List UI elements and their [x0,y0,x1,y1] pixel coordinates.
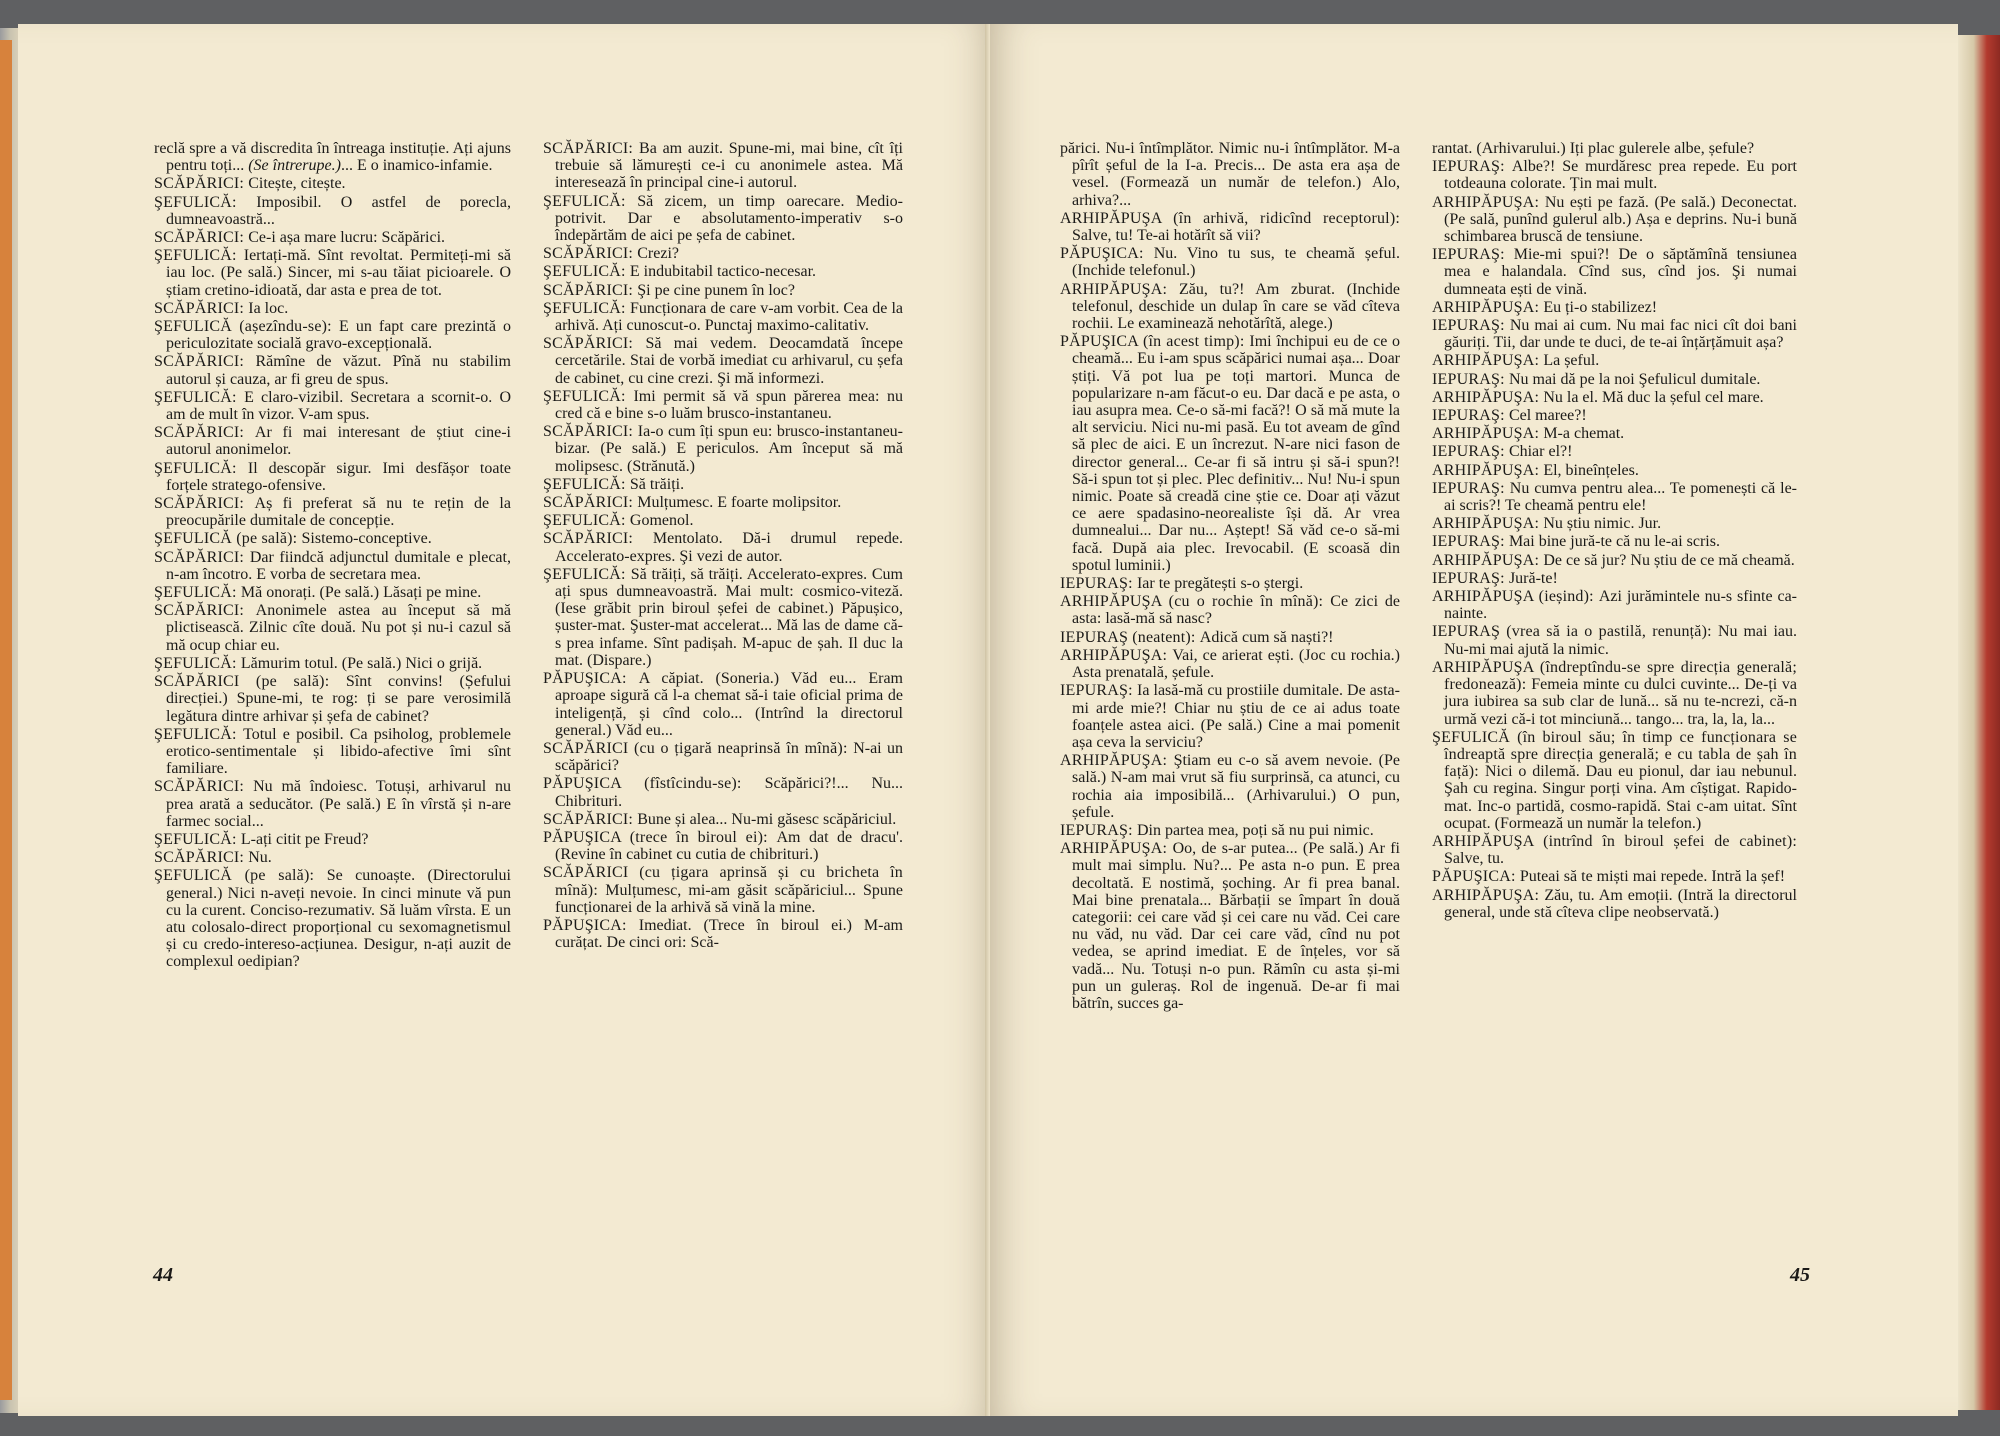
speaker-name: IEPURAŞ: [1432,479,1510,497]
dialogue-line [1060,245,1400,279]
line-text: Ia loc. [248,299,289,317]
speaker-name: IEPURAŞ: [1432,158,1512,176]
dialogue-line [1432,570,1797,587]
line-text: Ia lasă-mă cu prostiile dumitale. De asta-mi arde mie?! Chiar nu știu de ce ai adus toate foanțele astea aici. (Pe sală.) Cine a mai pomenit așa ceva la serviciu? [1072,682,1400,751]
line-text: E indubitabil tactico-necesar. [629,263,817,281]
dialogue-line [1060,822,1400,839]
speaker-name: SCĂPĂRICI: [543,810,638,828]
dialogue-line [1060,575,1400,592]
dialogue-line [543,388,903,422]
speaker-name: PĂPUŞICA (fîstîcindu-se): [543,775,765,793]
dialogue-line [154,353,511,387]
dialogue-line [543,494,903,511]
dialogue-line [1060,140,1400,209]
speaker-name: PĂPUŞICA (trece în biroul ei): [543,828,777,846]
dialogue-line [543,335,903,387]
line-text: Imediat. (Trece în biroul ei.) M-am curățat. De cinci ori: Scă- [555,916,903,952]
speaker-name: SCĂPĂRICI: [154,495,255,513]
line-text: Funcționara de care v-am vorbit. Cea de la arhivă. Ați cunoscut-o. Punctaj maximo-calitativ. [555,299,903,335]
dialogue-line [154,602,511,654]
line-text: Nu mai iau. Nu-mi mai ajută la nimic. [1444,623,1797,658]
dialogue-line [154,389,511,423]
line-text: Nu mai dă pe la noi Şefulicul dumitale. [1508,370,1761,388]
speaker-name: PĂPUŞICA (în acest timp): [1060,333,1250,351]
dialogue-line [1060,752,1400,821]
dialogue-line [543,775,903,809]
line-text: Nu. Vino tu sus, te cheamă șeful. (Inchide telefonul.) [1072,245,1400,280]
dialogue-line [543,282,903,299]
speaker-name: SCĂPĂRICI: [154,849,249,867]
line-text: Albe?! Se murdăresc prea repede. Eu port totdeauna colorate. Țin mai mult. [1444,158,1797,193]
speaker-name: IEPURAŞ: [1432,370,1509,388]
dialogue-line [154,655,511,672]
line-text: Mă onorați. (Pe sală.) Lăsați pe mine. [240,584,482,602]
line-text: Nu cumva pentru alea... Te pomenești că le-ai scris?! Te cheamă pentru ele! [1444,479,1797,515]
dialogue-line [1432,833,1797,867]
dialogue-line [154,831,511,848]
dialogue-line [154,229,511,246]
dialogue-line [154,175,511,192]
line-text: Nu mai ai cum. Nu mai fac nici cît doi bani găuriți. Tii, dar unde te duci, de te-ai înțărțămuit așa? [1444,317,1797,352]
page-44-column-2 [543,140,903,952]
line-text: Adică cum să naști?! [1199,628,1334,646]
speaker-name: SCĂPĂRICI: [543,281,638,299]
speaker-name: IEPURAŞ: [1060,682,1137,700]
right-book-edge [1956,35,2000,1410]
line-text: Femeia minte cu dulci cuvinte... De-ți va jura iubirea sa sub clar de lună... să nu te-ncrezi, că-n urmă vezi că-i tot minciună... tango... tra, la, la, la... [1444,676,1797,728]
line-text: Nu mă îndoiesc. Totuși, arhivarul nu prea arată a seducător. (Pe sală.) E în vîrstă și n-are farmec social... [166,778,511,830]
line-text: Anonimele astea au început să mă plictisească. Zilnic cîte două. Nu pot și nu-i cazul să mă ocup chiar eu. [166,602,511,654]
speaker-name: ARHIPĂPUŞA: [1060,646,1173,664]
line-text: Oo, de s-ar putea... (Pe sală.) Ar fi mult mai simplu. Nu?... Pe asta n-o pun. E prea decoltată. E nostimă, șoching. Ar fi prea banal. Mai bine prenatala... Bărbații se împart în două categorii: cei care văd și cei care nu văd. Cei care nu văd, nu văd. Dar cei care văd, cînd nu pot vedea, se aprind imediat. E de înțeles, vor să vadă... Nu. Totuși n-o pun. Rămîn cu asta și-mi pun un guleraș. Rol de ingenuă. De-ar fi mai bătrîn, succes ga- [1072,840,1400,1012]
speaker-name: IEPURAŞ: [1060,821,1137,839]
speaker-name: ŞEFULICĂ: [543,263,630,281]
speaker-name: ARHIPĂPUŞA: [1432,551,1544,569]
dialogue-line [1432,299,1797,316]
line-text: Iar te pregătești s-o ștergi. [1136,575,1304,593]
speaker-name: SCĂPĂRICI: [154,424,255,442]
speaker-name: ŞEFULICĂ: [154,830,241,848]
dialogue-line [1432,729,1797,832]
speaker-name: SCĂPĂRICI: [543,494,638,512]
speaker-name: SCĂPĂRICI: [543,335,646,353]
speaker-name: ŞEFULICĂ: [154,654,241,672]
dialogue-line [543,917,903,951]
dialogue-line [543,530,903,564]
line-text: Să trăiți, să trăiți. Accelerato-expres. Cum ați spus dumneavoastră. Mai mult: cosmico-viteză. (Iese grăbit prin biroul șefei de cabinet.) Păpușico, șuster-mat. Şuster-mat accelerat... Mă las de dame că-s prea infame. Sînt padișah. M-apuc de șah. Il duc la mat. (Dispare.) [555,565,903,669]
line-text: Ştiam eu c-o să avem nevoie. (Pe sală.) N-am mai vrut să fiu surprinsă, ca atunci, cu rochia aia imposibilă... (Arhivarului.) O pun, șefule. [1072,752,1400,821]
line-text: L-ați citit pe Freud? [240,830,369,848]
dialogue-line [543,140,903,192]
dialogue-line [543,476,903,493]
speaker-name: PĂPUŞICA: [1432,868,1520,886]
line-text: Mai bine jură-te că nu le-ai scris. [1508,533,1720,551]
dialogue-line [1432,533,1797,550]
dialogue-line [1432,194,1797,246]
speaker-name: PĂPUŞICA: [543,670,639,688]
line-text: Salve, tu! Te-ai hotărît să vii? [1072,227,1261,245]
dialogue-line [1432,407,1797,424]
line-text: Nu la el. Mă duc la șeful cel mare. [1543,388,1764,406]
speaker-name: PĂPUŞICA: [1060,245,1154,263]
speaker-name: ŞEFULICĂ (în biroul său; în timp ce funcționara se îndreaptă spre direcția generală; e cu tabla de șah în față): [1432,728,1797,781]
dialogue-line [1060,840,1400,1012]
line-text: Imi permit să vă spun părerea mea: nu cred că e bine s-o luăm brusco-instantaneu. [555,387,903,423]
line-text: Jură-te! [1508,569,1558,587]
speaker-name: ŞEFULICĂ: [543,299,630,317]
dialogue-line [1432,868,1797,885]
speaker-name: ŞEFULICĂ: [543,387,634,405]
speaker-name: ARHIPĂPUŞA (ieșind): [1432,588,1599,606]
line-text: Azi jurămintele nu-s sfinte ca-nainte. [1444,588,1797,623]
dialogue-line [1432,246,1797,298]
dialogue-line [1432,140,1797,157]
page-right [990,24,1958,1416]
dialogue-line [1432,552,1797,569]
speaker-name: IEPURAŞ (vrea să ia o pastilă, renunță): [1432,623,1718,641]
page-number-left: 44 [153,1264,173,1286]
page-44-column-1 [154,140,511,972]
line-text: Ba am auzit. Spune-mi, mai bine, cît îți trebuie să lămurești ce-i cu anonimele astea. Mă interesează în principal cine-i autorul. [555,140,903,192]
line-text: Mulțumesc. E foarte molipsitor. [637,494,842,512]
dialogue-line [1432,462,1797,479]
speaker-name: SCĂPĂRICI: [543,530,653,548]
speaker-name: IEPURAŞ: [1432,407,1509,425]
line-text: Rămîne de văzut. Pînă nu stabilim autorul și cauza, ar fi greu de spus. [166,353,511,388]
line-text: Salve, tu. [1444,850,1504,868]
dialogue-line [154,495,511,529]
dialogue-line [1432,887,1797,921]
dialogue-line [543,512,903,529]
dialogue-line [1060,647,1400,681]
line-text: Din partea mea, poți să nu pui nimic. [1136,821,1374,839]
line-text: Nu ești pe fază. (Pe sală.) Deconectat. (Pe sală, punînd gulerul alb.) Așa e deprins. Nu-i bună schimbarea bruscă de tensiune. [1444,193,1797,246]
dialogue-line [1060,281,1400,333]
line-text: Totul e posibil. Ca psiholog, problemele erotico-sentimentale și libido-afective îmi sînt familiare. [166,725,511,778]
dialogue-line [154,584,511,601]
speaker-name: IEPURAŞ: [1432,246,1514,264]
line-text: ... E o inamico-infamie. [340,157,493,175]
line-text: E un fapt care prezintă o periculozitate socială gravo-excepțională. [166,318,511,353]
speaker-name: ARHIPĂPUŞA (îndreptîndu-se spre direcția generală; fredonează): [1432,658,1797,694]
speaker-name: ARHIPĂPUŞA: [1060,752,1174,770]
line-text: Să zicem, un timp oarecare. Medio-potrivit. Dar e absolutamento-imperativ s-o îndepărtăm de aici pe șefa de cabinet. [555,192,903,245]
stage-direction: (Se întrerupe.) [248,157,341,175]
speaker-name: IEPURAŞ: [1432,533,1509,551]
speaker-name: SCĂPĂRICI: [154,353,256,371]
dialogue-line [154,460,511,494]
dialogue-line [1432,352,1797,369]
dialogue-line [154,247,511,299]
speaker-name: ŞEFULICĂ: [154,584,241,602]
line-text: Nu. [248,849,272,867]
line-text: A căpiat. (Soneria.) Văd eu... Eram aproape sigură că l-a chemat să-i taie oficial prima de inteligență, și cînd colo... (Intrînd la directorul general.) Văd eu... [555,670,903,739]
dialogue-line [154,300,511,317]
dialogue-line [1432,588,1797,622]
speaker-name: ŞEFULICĂ (pe sală): [154,867,327,885]
dialogue-line [154,673,511,725]
speaker-name: ARHIPĂPUŞA: [1432,193,1545,211]
line-text: De ce să jur? Nu știu de ce mă cheamă. [1543,551,1795,569]
speaker-name: SCĂPĂRICI: [543,245,638,263]
speaker-name: ARHIPĂPUŞA (în arhivă, ridicînd receptorul): [1060,209,1400,227]
dialogue-line [1060,682,1400,751]
speaker-name: ŞEFULICĂ (așezîndu-se): [154,318,340,336]
dialogue-line [154,778,511,830]
dialogue-line [1432,371,1797,388]
line-text: E claro-vizibil. Secretara a scornit-o. O am de mult în vizor. V-am spus. [166,388,512,424]
speaker-name: ARHIPĂPUŞA: [1432,461,1544,479]
line-text: Imi închipui eu de ce o cheamă... Eu i-am spus scăpărici numai așa... Doar știți. Vă pot lua pe toți martori. Munca de popularizare n-am făcut-o eu. Dar dacă e pe asta, o iau asupra mea. Ce-o să-mi facă?! O să mă mute la alt serviciu. Nici nu-mi pasă. Eu tot aveam de gînd să plec de aici. E un încrezut. N-are nici fason de director general... Ce-ar fi să intru și să-i spun?! Să-i spun tot și plec. Plec definitiv... Nu! Nu-i spun nimic. Poate să creadă cine știe ce. Doar ați văzut ce aere spadasino-neorealiste își dă. Ar vrea dumnealui... Dar nu... Aștept! Să văd ce-o să-mi facă. După aia plec. Irevocabil. (E scoasă din spotul luminii.) [1072,333,1401,574]
dialogue-line [543,566,903,669]
line-text: N-ai un scăpărici? [555,739,903,775]
speaker-name: ŞEFULICĂ: [543,475,630,493]
dialogue-line [154,424,511,458]
line-text: Mulțumesc, mi-am găsit scăpăriciul... Spune funcționarei de la arhivă să vină la mine. [555,881,903,916]
speaker-name: ŞEFULICĂ: [154,247,244,265]
dialogue-line [1060,629,1400,646]
line-text: Lămurim totul. (Pe sală.) Nici o grijă. [240,654,483,672]
dialogue-line [543,740,903,774]
speaker-name: ŞEFULICĂ (pe sală): [154,530,302,548]
speaker-name: SCĂPĂRICI: [154,175,249,193]
line-text: Imposibil. O astfel de porecla, dumneavoastră... [166,193,512,228]
line-text: Puteai să te miști mai repede. Intră la șef! [1519,868,1786,886]
line-text: Aș fi preferat să nu te rețin de la preocupările dumitale de concepție. [166,495,511,530]
speaker-name: ARHIPĂPUŞA (intrînd în biroul șefei de cabinet): [1432,832,1797,850]
speaker-name: ARHIPĂPUŞA: [1060,280,1180,298]
line-text: Bune și alea... Nu-mi găsesc scăpăriciul. [637,810,897,828]
dialogue-line [1060,333,1400,574]
dialogue-line [1432,443,1797,460]
page-left [18,24,993,1416]
dialogue-line [1432,515,1797,532]
speaker-name: ŞEFULICĂ: [154,193,257,211]
dialogue-line [154,849,511,866]
dialogue-line [543,864,903,916]
speaker-name: SCĂPĂRICI (cu o țigară neaprinsă în mînă): [543,739,854,757]
line-text: rantat. (Arhivarului.) Iți plac gulerele albe, șefule? [1432,140,1755,157]
dialogue-line [1060,593,1400,627]
line-text: Il descopăr sigur. Imi desfășor toate forțele stratego-ofensive. [166,459,511,494]
line-text: Citește, citește. [248,175,346,193]
speaker-name: PĂPUŞICA: [543,916,639,934]
line-text: Şi pe cine punem în loc? [637,281,795,299]
speaker-name: SCĂPĂRICI: [154,229,249,247]
dialogue-line [1432,623,1797,657]
line-text: Ce zici de asta: lasă-mă să nasc? [1072,593,1400,628]
line-text: Zău, tu?! Am zburat. (Inchide telefonul, deschide un dulap în care se văd cîteva rochii. Le examinează nehotărîtă, alege.) [1072,280,1400,333]
dialogue-line [1432,317,1797,351]
speaker-name: ŞEFULICĂ: [154,725,244,743]
dialogue-line [543,670,903,739]
speaker-name: IEPURAŞ: [1432,569,1509,587]
line-text: Eu ți-o stabilizez! [1543,298,1658,316]
line-text: Mie-mi spui?! De o săptămînă tensiunea mea e halandala. Cînd sus, cînd jos. Şi numai dumneata ești de vină. [1444,246,1797,298]
speaker-name: ŞEFULICĂ: [154,388,245,406]
line-text: Nu știu nimic. Jur. [1543,515,1662,533]
dialogue-line [154,867,511,970]
line-text: Ar fi mai interesant de știut cine-i autorul anonimelor. [166,424,511,459]
speaker-name: SCĂPĂRICI: [543,423,638,441]
line-text: Ia-o cum îți spun eu: brusco-instantaneu-bizar. (Pe sală.) E periculos. Am început să mă molipsesc. (Strănută.) [555,423,904,475]
line-text: Nici o dilemă. Dau eu pionul, dar iau nebunul. Şah cu regina. Singur porți vina. Am cîștigat. Rapido-mat. Inc-o partidă, cosmo-rapidă. Stai c-am uitat. Sînt ocupat. (Formează un număr la telefon.) [1444,763,1797,832]
speaker-name: ARHIPĂPUŞA: [1432,886,1545,904]
line-text: Cel maree?! [1508,407,1587,425]
speaker-name: ŞEFULICĂ: [543,192,638,210]
line-text: părici. Nu-i întîmplător. Nimic nu-i întîmplător. M-a pîrît șeful de la I-a. Precis... De asta era așa de vesel. (Formează un număr de telefon.) Alo, arhiva?... [1060,140,1400,209]
line-text: Dar fiindcă adjunctul dumitale e plecat, n-am încotro. E vorba de secretara mea. [166,548,511,583]
dialogue-line [1432,158,1797,192]
dialogue-line [1432,480,1797,514]
dialogue-line [543,829,903,863]
speaker-name: SCĂPĂRICI: [543,140,640,157]
line-text: Sistemo-conceptive. [301,530,432,548]
speaker-name: ŞEFULICĂ: [543,512,630,530]
book-spine-strip [0,40,12,1400]
speaker-name: ŞEFULICĂ: [543,565,631,583]
speaker-name: IEPURAŞ: [1432,443,1509,461]
speaker-name: ARHIPĂPUŞA: [1432,298,1544,316]
speaker-name: ARHIPĂPUŞA: [1432,352,1544,370]
speaker-name: IEPURAŞ: [1060,575,1137,593]
line-text: Gomenol. [629,512,694,530]
dialogue-line [543,263,903,280]
line-text: Să mai vedem. Deocamdată începe cercetările. Stai de vorbă imediat cu arhivarul, cu șefa de cabinet, cu cine crezi. Şi mă informezi. [555,335,903,387]
speaker-name: ARHIPĂPUŞA: [1060,840,1173,858]
page-45-column-2 [1432,140,1797,922]
speaker-name: SCĂPĂRICI: [154,778,254,796]
speaker-name: SCĂPĂRICI: [154,299,249,317]
dialogue-line [543,811,903,828]
speaker-name: SCĂPĂRICI (pe sală): [154,673,346,691]
speaker-name: SCĂPĂRICI: [154,548,250,566]
dialogue-line [543,245,903,262]
dialogue-line [1060,210,1400,244]
dialogue-line [154,194,511,228]
line-text: Scăpărici?!... Nu... Chibrituri. [555,775,904,810]
dialogue-line [1432,389,1797,406]
speaker-name: SCĂPĂRICI: [154,602,256,620]
speaker-name: ARHIPĂPUŞA: [1432,515,1544,533]
dialogue-line [154,318,511,352]
line-text: Crezi? [637,245,679,263]
line-text: Mentolato. Dă-i drumul repede. Accelerato-expres. Şi vezi de autor. [555,530,903,565]
dialogue-line [154,549,511,583]
line-text: Ce-i așa mare lucru: Scăpărici. [248,229,446,247]
speaker-name: IEPURAŞ: [1432,317,1510,335]
dialogue-line [543,193,903,245]
speaker-name: IEPURAŞ (neatent): [1060,628,1200,646]
line-text: Am dat de dracu'. (Revine în cabinet cu cutia de chibrituri.) [555,828,903,864]
speaker-name: SCĂPĂRICI (cu țigara aprinsă și cu bricheta în mînă): [543,864,903,899]
line-text: Să trăiți. [629,475,685,493]
line-text: Zău, tu. Am emoții. (Intră la directorul general, unde stă cîteva clipe neobservată.) [1444,886,1797,921]
page-45-column-1 [1060,140,1400,1013]
line-text: La șeful. [1543,352,1600,370]
line-text: Se cunoaște. (Directorului general.) Nici n-aveți nevoie. In cinci minute vă pun cu la curent. Conciso-rezumativ. Să luăm vîrsta. E un atu colosalo-direct proporțional cu sexomagnetismul și cu credo-intereso-acțiunea. Desigur, n-ați auzit de complexul oedipian? [166,867,512,971]
line-text: Iertați-mă. Sînt revoltat. Permiteți-mi să iau loc. (Pe sală.) Sincer, mi s-au tăiat picioarele. O știam cretino-idioată, dar asta e prea de tot. [166,247,511,299]
dialogue-line [154,726,511,778]
speaker-name: ARHIPĂPUŞA: [1432,388,1544,406]
speaker-name: ŞEFULICĂ: [154,459,248,477]
speaker-name: ARHIPĂPUŞA: [1432,425,1544,443]
line-text: M-a chemat. [1543,425,1625,443]
line-text: Chiar el?! [1508,443,1573,461]
speaker-name: ARHIPĂPUŞA (cu o rochie în mînă): [1060,593,1331,611]
line-text: Vai, ce arierat ești. (Joc cu rochia.) Asta prenatală, șefule. [1072,646,1400,682]
dialogue-line [543,300,903,334]
line-text: El, bineînțeles. [1543,461,1639,479]
dialogue-line [154,530,511,547]
line-text: Sînt convins! (Șefului direcției.) Spune-mi, te rog: ți se pare verosimilă legătura dintre arhivar și șefa de cabinet? [166,673,512,725]
dialogue-line [1432,659,1797,728]
page-number-right: 45 [1790,1264,1810,1286]
dialogue-line [154,140,511,174]
dialogue-line [543,423,903,475]
line-text: reclă spre a vă discredita în întreaga instituție. Ați ajuns pentru toți... [154,140,511,175]
dialogue-line [1432,425,1797,442]
